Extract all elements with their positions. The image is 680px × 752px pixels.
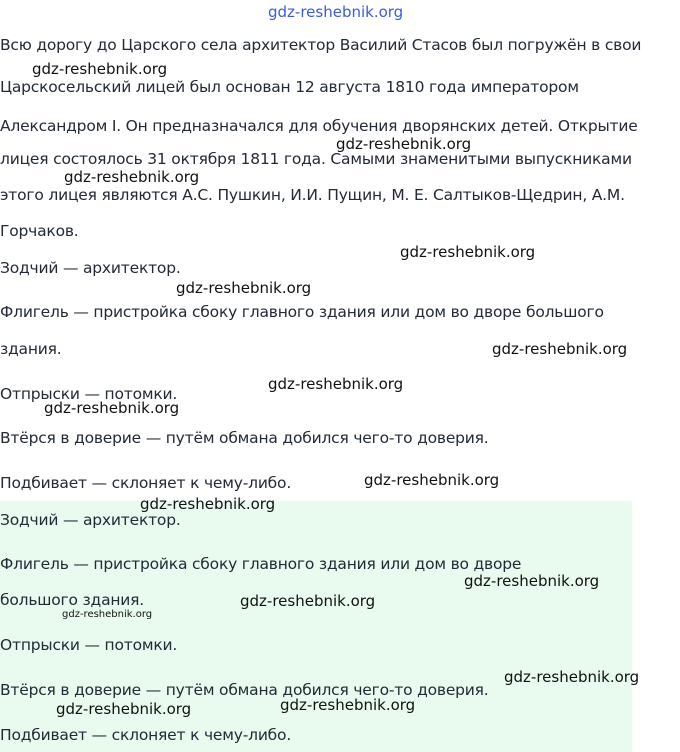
watermark[interactable]: gdz-reshebnik.org [176,279,312,297]
watermark[interactable]: gdz-reshebnik.org [492,340,628,358]
answer-vtersya: Втёрся в доверие — путём обмана добился чего-то доверия. [0,681,489,699]
answer-podbivaet: Подбивает — склоняет к чему-либо. [0,726,292,744]
definition-fligel-line-1: Флигель — пристройка сбоку главного здания или дом во дворе большого [0,303,604,321]
watermark[interactable]: gdz-reshebnik.org [56,700,192,718]
watermark[interactable]: gdz-reshebnik.org [240,592,376,610]
answer-otpryski: Отпрыски — потомки. [0,636,178,654]
answer-fligel-line-2: большого здания. [0,591,145,609]
watermark-small[interactable]: gdz-reshebnik.org [62,609,153,620]
definition-otpryski: Отпрыски — потомки. [0,385,178,403]
definition-zodchiy: Зодчий — архитектор. [0,259,181,277]
paragraph-line-1: Царскосельский лицей был основан 12 августа 1810 года императором [0,78,579,96]
paragraph-line-4: этого лицея являются А.С. Пушкин, И.И. Пущин, М. Е. Салтыков-Щедрин, А.М. [0,186,625,204]
watermark[interactable]: gdz-reshebnik.org [140,495,276,513]
definition-podbivaet: Подбивает — склоняет к чему-либо. [0,474,292,492]
paragraph-line-2: Александром I. Он предназначался для обучения дворянских детей. Открытие [0,117,638,135]
watermark[interactable]: gdz-reshebnik.org [280,696,416,714]
watermark-top[interactable]: gdz-reshebnik.org [268,3,404,21]
paragraph-line-5: Горчаков. [0,222,79,240]
intro-line: Всю дорогу до Царского села архитектор Василий Стасов был погружён в свои [0,36,642,54]
watermark[interactable]: gdz-reshebnik.org [268,375,404,393]
watermark[interactable]: gdz-reshebnik.org [32,60,168,78]
paragraph-line-3: лицея состоялось 31 октября 1811 года. Самыми знаменитыми выпускниками [0,150,632,168]
watermark[interactable]: gdz-reshebnik.org [44,399,180,417]
watermark[interactable]: gdz-reshebnik.org [336,135,472,153]
watermark[interactable]: gdz-reshebnik.org [504,668,640,686]
definition-vtersya: Втёрся в доверие — путём обмана добился чего-то доверия. [0,429,489,447]
watermark[interactable]: gdz-reshebnik.org [64,168,200,186]
answer-fligel-line-1: Флигель — пристройка сбоку главного здания или дом во дворе [0,555,522,573]
answer-zodchiy: Зодчий — архитектор. [0,511,181,529]
definition-fligel-line-2: здания. [0,340,62,358]
watermark[interactable]: gdz-reshebnik.org [464,572,600,590]
watermark[interactable]: gdz-reshebnik.org [364,471,500,489]
watermark[interactable]: gdz-reshebnik.org [400,243,536,261]
